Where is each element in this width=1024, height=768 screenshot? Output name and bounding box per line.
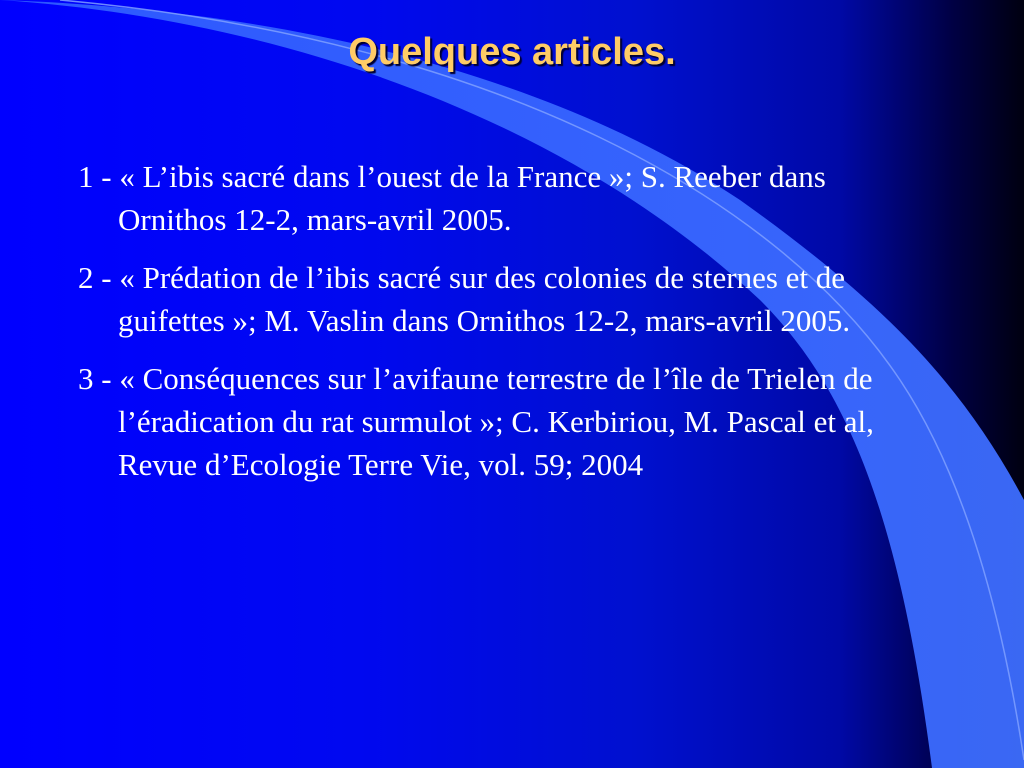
- list-item: 3 - « Conséquences sur l’avifaune terrestre de l’île de Trielen de l’éradication du rat surmulot »; C. Kerbiriou, M. Pascal et al, Revue d’Ecologie Terre Vie, vol. 59; 2004: [78, 361, 874, 482]
- slide-title: Quelques articles.: [348, 31, 676, 73]
- list-item: 1 - « L’ibis sacré dans l’ouest de la France »; S. Reeber dans Ornithos 12-2, mars-avril 2005.: [78, 159, 826, 237]
- list-item: 2 - « Prédation de l’ibis sacré sur des colonies de sternes et de guifettes »; M. Vaslin dans Ornithos 12-2, mars-avril 2005.: [78, 260, 851, 338]
- article-list: [78, 155, 938, 501]
